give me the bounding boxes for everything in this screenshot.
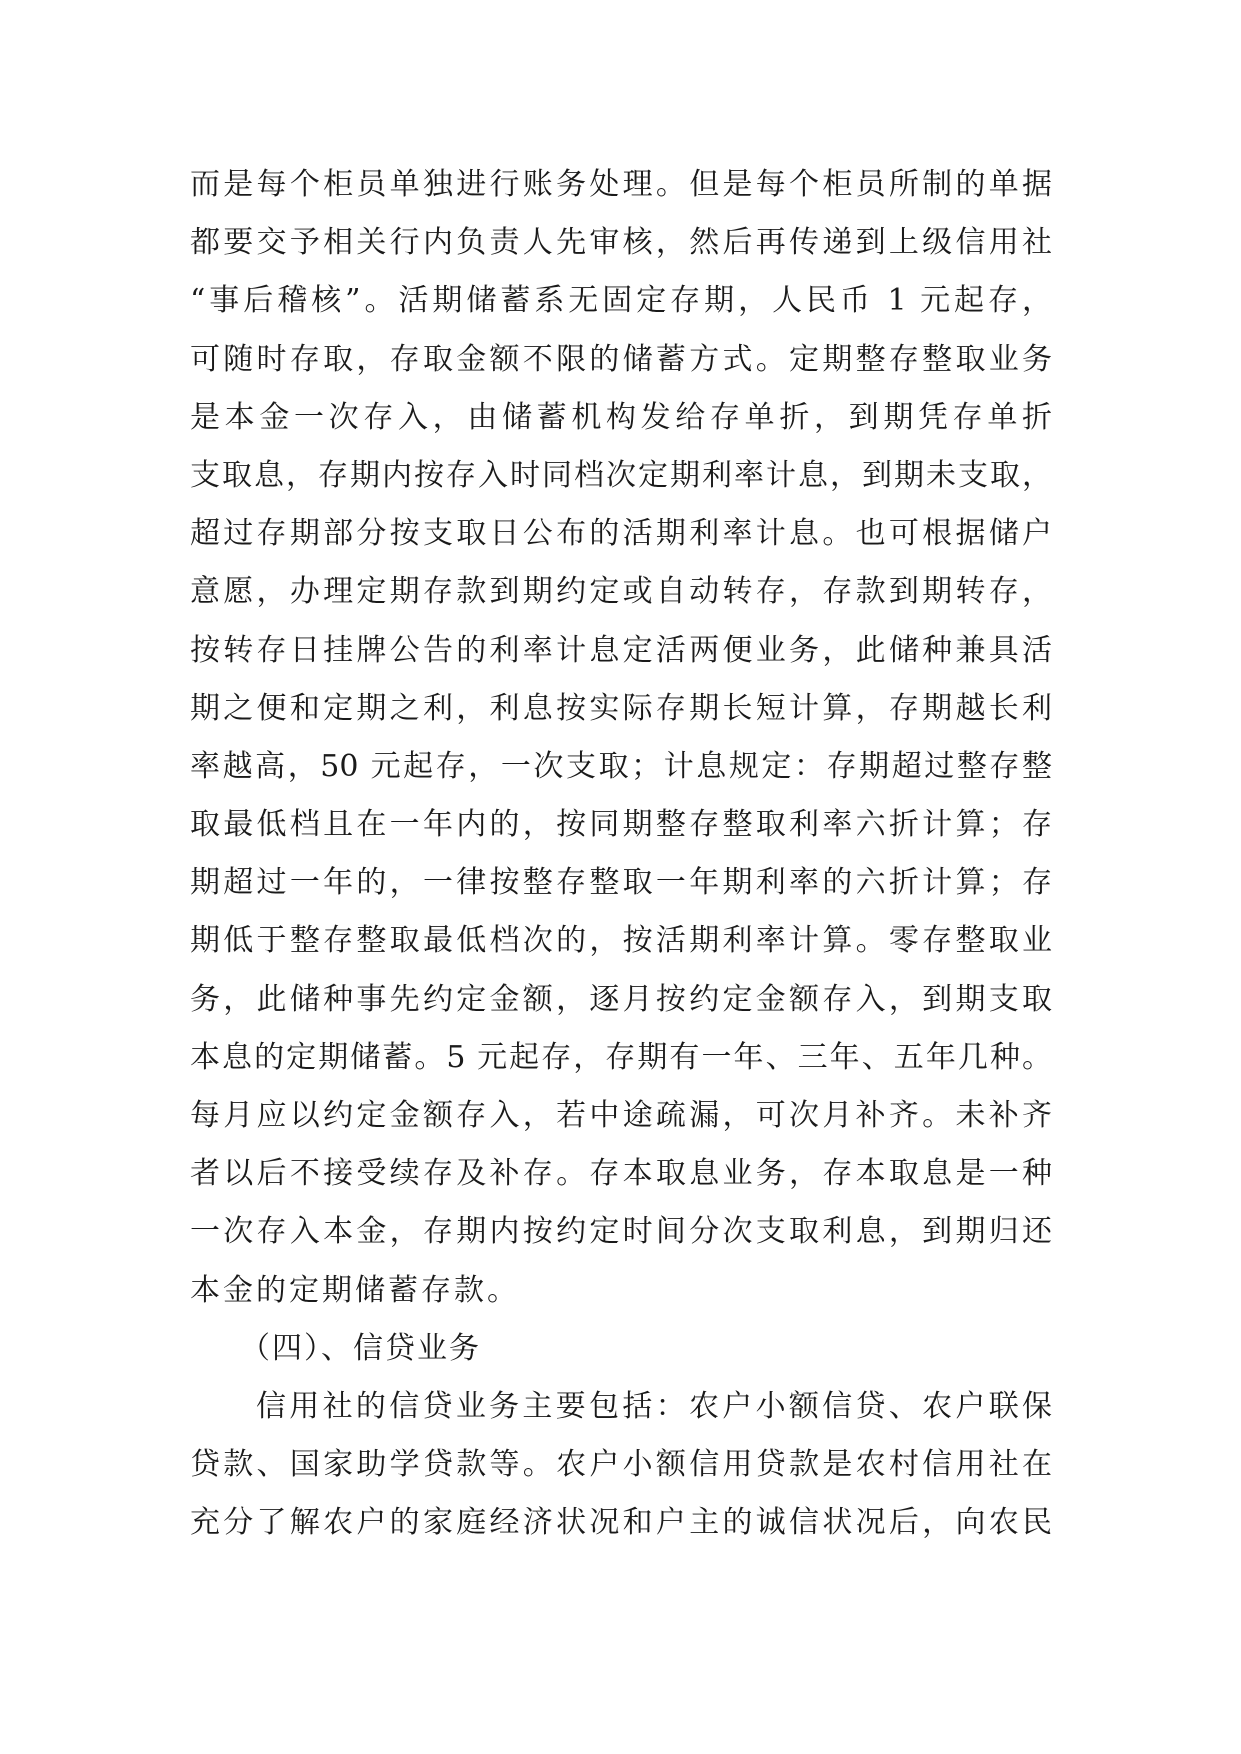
paragraph-line: 意愿，办理定期存款到期约定或自动转存，存款到期转存，	[190, 574, 1052, 610]
paragraph-line-last: 本金的定期储蓄存款。	[190, 1272, 520, 1308]
paragraph-line: 务，此储种事先约定金额，逐月按约定金额存入，到期支取	[190, 981, 1052, 1017]
paragraph-line: 可随时存取，存取金额不限的储蓄方式。定期整存整取业务	[190, 341, 1052, 377]
paragraph-line: 贷款、国家助学贷款等。农户小额信用贷款是农村信用社在	[190, 1447, 1052, 1483]
paragraph-line-first: 信用社的信贷业务主要包括：农户小额信贷、农户联保	[256, 1388, 1052, 1424]
paragraph-line: 是本金一次存入，由储蓄机构发给存单折，到期凭存单折	[190, 399, 1052, 435]
paragraph-line: 一次存入本金，存期内按约定时间分次支取利息，到期归还	[190, 1214, 1052, 1250]
paragraph-line: 按转存日挂牌公告的利率计息定活两便业务，此储种兼具活	[190, 632, 1052, 668]
paragraph-line: 充分了解农户的家庭经济状况和户主的诚信状况后，向农民	[190, 1505, 1052, 1541]
paragraph-line: 取最低档且在一年内的，按同期整存整取利率六折计算；存	[190, 807, 1052, 843]
paragraph-line: 率越高，50 元起存，一次支取；计息规定：存期超过整存整	[190, 748, 1052, 784]
body-text	[190, 156, 1052, 1553]
paragraph-line: 者以后不接受续存及补存。存本取息业务，存本取息是一种	[190, 1156, 1052, 1192]
paragraph-line: 而是每个柜员单独进行账务处理。但是每个柜员所制的单据	[190, 167, 1052, 202]
paragraph-line: 本息的定期储蓄。5 元起存，存期有一年、三年、五年几种。	[190, 1039, 1052, 1075]
paragraph-line: 超过存期部分按支取日公布的活期利率计息。也可根据储户	[190, 516, 1052, 552]
paragraph-line: 期之便和定期之利，利息按实际存期长短计算，存期越长利	[190, 690, 1052, 726]
paragraph-line: 期超过一年的，一律按整存整取一年期利率的六折计算；存	[190, 865, 1052, 901]
paragraph-line: “事后稽核”。活期储蓄系无固定存期，人民币 1 元起存，	[190, 283, 1052, 319]
section-heading: （四）、信贷业务	[240, 1330, 481, 1366]
paragraph-line: 支取息，存期内按存入时同档次定期利率计息，到期未支取，	[190, 457, 1052, 493]
paragraph-line: 都要交予相关行内负责人先审核，然后再传递到上级信用社	[190, 225, 1052, 261]
paragraph-line: 期低于整存整取最低档次的，按活期利率计算。零存整取业	[190, 923, 1052, 959]
paragraph-line: 每月应以约定金额存入，若中途疏漏，可次月补齐。未补齐	[190, 1098, 1052, 1133]
